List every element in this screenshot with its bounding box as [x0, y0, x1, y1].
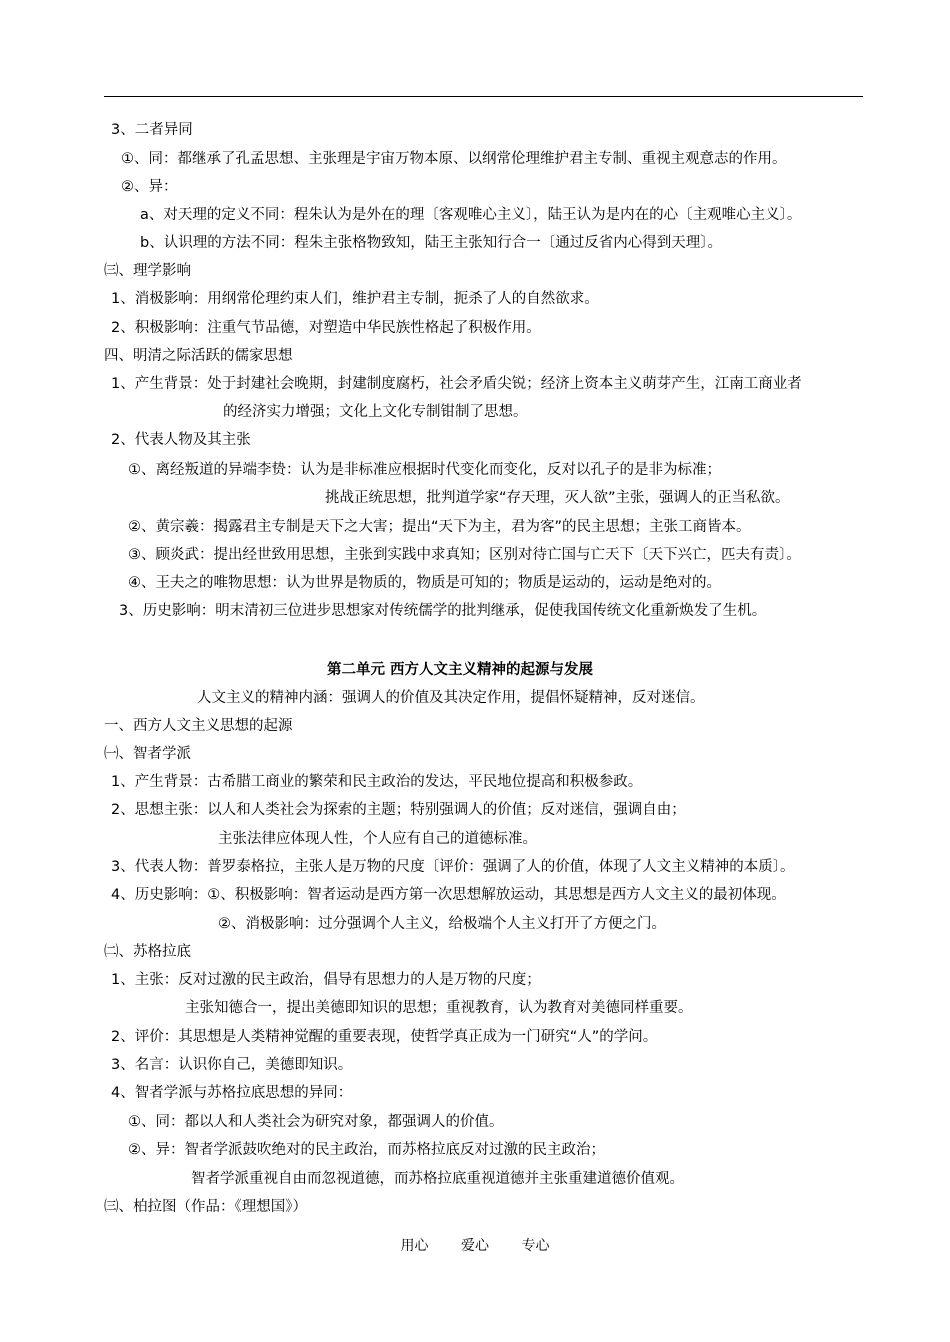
text-line: 4、智者学派与苏格拉底思想的异同：: [111, 1085, 353, 1101]
text-line: ③、顾炎武：提出经世致用思想，主张到实践中求真知；区别对待亡国与亡天下〔天下兴亡，匹夫有责〕。: [128, 547, 801, 563]
text-line: ①、同：都继承了孔孟思想、主张理是宇宙万物本原、以纲常伦理维护君主专制、重视主观意志的作用。: [121, 151, 787, 167]
text-line: a、对天理的定义不同：程朱认为是外在的理〔客观唯心主义〕，陆王认为是内在的心〔主观唯心主义〕。: [140, 207, 802, 223]
text-line: 3、代表人物：普罗泰格拉，主张人是万物的尺度〔评价：强调了人的价值，体现了人文主义精神的本质〕。: [111, 859, 795, 875]
text-line: 4、历史影响：①、积极影响：智者运动是西方第一次思想解放运动，其思想是西方人文主义的最初体现。: [111, 887, 786, 903]
text-line: ①、同：都以人和人类社会为研究对象，都强调人的价值。: [128, 1114, 504, 1130]
unit-title: 第二单元 西方人文主义精神的起源与发展: [327, 662, 594, 678]
footer-text: 专心: [521, 1238, 550, 1254]
section-heading: 一、西方人文主义思想的起源: [104, 718, 293, 734]
text-line: 2、思想主张：以人和人类社会为探索的主题；特别强调人的价值；反对迷信，强调自由；: [111, 802, 686, 818]
text-line: 1、产生背景：古希腊工商业的繁荣和民主政治的发达，平民地位提高和积极参政。: [111, 774, 643, 790]
section-heading: 四、明清之际活跃的儒家思想: [104, 348, 293, 364]
text-line: 2、评价：其思想是人类精神觉醒的重要表现，使哲学真正成为一门研究“人”的学问。: [111, 1029, 658, 1045]
text-line: 2、积极影响：注重气节品德，对塑造中华民族性格起了积极作用。: [111, 320, 541, 336]
section-heading: ㈡、苏格拉底: [104, 944, 191, 960]
text-line: 3、历史影响：明末清初三位进步思想家对传统儒学的批判继承，促使我国传统文化重新焕发了生机。: [119, 603, 767, 619]
text-line: 人文主义的精神内涵：强调人的价值及其决定作用，提倡怀疑精神，反对迷信。: [197, 690, 705, 706]
text-line: ①、离经叛道的异端李贽：认为是非标准应根据时代变化而变化，反对以孔子的是非为标准；: [128, 462, 721, 478]
text-line: 3、二者异同: [111, 122, 193, 138]
footer-text: 爱心: [461, 1238, 489, 1254]
text-line: 主张知德合一，提出美德即知识的思想；重视教育，认为教育对美德同样重要。: [185, 1000, 693, 1016]
text-line: 挑战正统思想，批判道学家“存天理，灭人欲”主张，强调人的正当私欲。: [325, 490, 790, 506]
text-line: ②、消极影响：过分强调个人主义，给极端个人主义打开了方便之门。: [218, 916, 666, 932]
section-heading: ㈢、柏拉图（作品：《理想国》）: [104, 1199, 307, 1215]
text-line: 2、代表人物及其主张: [111, 432, 251, 448]
text-line: 智者学派重视自由而忽视道德，而苏格拉底重视道德并主张重建道德价值观。: [191, 1171, 684, 1187]
text-line: ②、异：: [121, 179, 178, 195]
text-line: b、认识理的方法不同：程朱主张格物致知，陆王主张知行合一〔通过反省内心得到天理〕。: [140, 235, 722, 251]
text-line: ④、王夫之的唯物思想：认为世界是物质的，物质是可知的；物质是运动的，运动是绝对的。: [128, 575, 721, 591]
text-line: 主张法律应体现人性，个人应有自己的道德标准。: [218, 831, 537, 847]
footer-text: 用心: [400, 1238, 429, 1254]
section-heading: ㈢、理学影响: [104, 263, 191, 279]
header-rule: [104, 96, 863, 97]
page-footer: [0, 1235, 950, 1255]
text-line: 1、主张：反对过激的民主政治，倡导有思想力的人是万物的尺度；: [111, 972, 541, 988]
text-line: 的经济实力增强；文化上文化专制钳制了思想。: [223, 404, 528, 420]
text-line: 1、消极影响：用纲常伦理约束人们，维护君主专制，扼杀了人的自然欲求。: [111, 291, 599, 307]
text-line: 1、产生背景：处于封建社会晚期，封建制度腐朽，社会矛盾尖锐；经济上资本主义萌芽产生，江南工商业者: [111, 376, 802, 392]
text-line: ②、异：智者学派鼓吹绝对的民主政治，而苏格拉底反对过激的民主政治；: [128, 1142, 605, 1158]
text-line: 3、名言：认识你自己，美德即知识。: [111, 1057, 353, 1073]
text-line: ②、黄宗羲：揭露君主专制是天下之大害；提出“天下为主，君为客”的民主思想；主张工商皆本。: [128, 519, 751, 535]
section-heading: ㈠、智者学派: [104, 746, 191, 762]
